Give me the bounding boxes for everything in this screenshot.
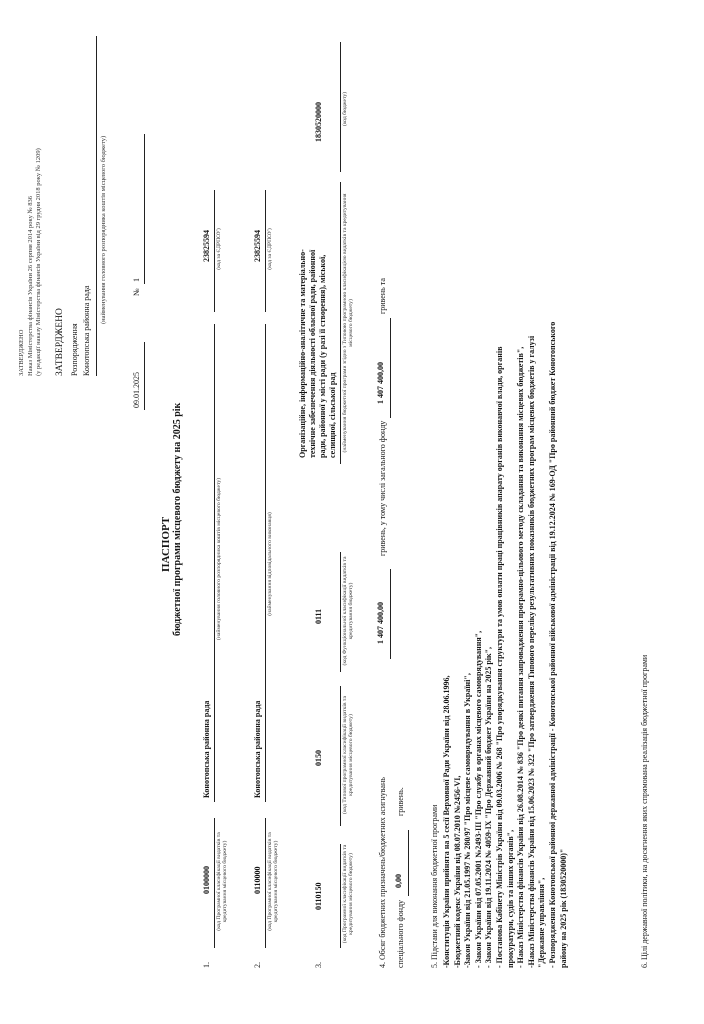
row1-edrpou-caption: (код за ЄДРПОУ) [216, 228, 222, 270]
basis-item: - Закон України від 19.11.2024 № 4059-IX "Про Державний бюджет України на 2025 рік", [484, 646, 494, 968]
basis-item: -Закон України від 21.05.1997 № 280/97 "Про місцеве самоврядування в Україні", [463, 673, 473, 968]
basis-item: -Конституція України прийнята на 5 сесії Верховної Ради України від 28.06.1996, [442, 675, 451, 968]
row2-edrpou-line [265, 190, 266, 312]
number-label: № [132, 288, 141, 296]
row1-number: 1. [202, 962, 211, 968]
basis-item: -Бюджетний кодекс України від 08.07.2010 №2456-VI, [452, 775, 462, 968]
row2-number: 2. [253, 962, 262, 968]
item4-special-label: спеціального фонду [396, 899, 405, 968]
item4-label: 4. Обсяг бюджетних призначень/бюджетних асигнувань [378, 777, 387, 968]
row3-fkv: 0111 [314, 608, 323, 624]
row3-fkv-caption: (код Функціональної класифікації видатків та кредитування бюджету) [342, 556, 355, 666]
budget-code: 1830520000 [314, 102, 323, 142]
approval-header-line: (у редакції наказу Міністерства фінансів України від 29 грудня 2018 року № 1209) [35, 148, 42, 376]
row2-name-caption: (найменування відповідального виконавця) [267, 512, 273, 616]
number-underline [144, 134, 145, 284]
approval-header-line: Наказ Міністерства фінансів України 26 серпня 2014 року № 836 [26, 195, 34, 376]
row2-edrpou-caption: (код за ЄДРПОУ) [267, 228, 273, 270]
row1-name-line [214, 324, 215, 802]
item4-general-amount: 1 407 400,00 [376, 362, 385, 404]
program-name-line: ради, районної у місті ради (у разі її створення), міської, [318, 254, 327, 458]
row3-number: 3. [314, 962, 323, 968]
row1-code: 0100000 [202, 866, 211, 894]
approval-number: 1 [132, 278, 141, 282]
approval-header-line: ЗАТВЕРДЖЕНО [18, 329, 25, 376]
passport-title: ПАСПОРТ [160, 516, 172, 572]
row3-tpkv-line [340, 686, 341, 826]
row3-code-line [340, 844, 341, 948]
row3-tpkv: 0150 [314, 750, 323, 766]
row3-code-caption: (код Програмної класифікації видатків та кредитування місцевого бюджету) [342, 844, 355, 944]
basis-item: - Постанова Кабінету Міністрів України від 09.03.2006 № 268 "Про упорядкування структури та умов оплати праці працівників апарату органів виконавчої влади, органів [494, 346, 504, 968]
row3-fkv-line [340, 552, 341, 672]
passport-subtitle: бюджетної програми місцевого бюджету на 2025 рік [172, 402, 183, 636]
doc-type: Розпорядження [70, 323, 79, 376]
item4-general-line [390, 318, 391, 418]
row3-code: 0110150 [314, 882, 323, 910]
basis-item: - Розпорядження Конотопської районної державної адміністрації - Конотопської районної військової адміністрації від 19.12.2024 № 169-ОД "Про районний бюджет Конотопського [547, 321, 557, 968]
basis-item: - Наказ Міністерства фінансів України від 26.08.2014 № 836 "Про деякі питання запровадження програмно-цільового методу складання та виконання місцевих бюджетів", [516, 346, 526, 968]
row2-code-line [265, 818, 266, 948]
approval-date: 09.01.2025 [132, 372, 141, 408]
row2-code-caption: (код Програмної класифікації видатків та кредитування місцевого бюджету) [267, 832, 280, 931]
date-underline [144, 342, 145, 410]
approval-header [18, 148, 44, 376]
row1-name-caption: (найменування головного розпорядника коштів місцевого бюджету) [216, 478, 222, 640]
basis-item: прокуратури, судів та інших органів", [505, 829, 515, 968]
approval-org-caption: (найменування головного розпорядника коштів місцевого бюджету) [100, 135, 107, 324]
item4-total-line [390, 569, 391, 659]
item5-basis-list [442, 322, 569, 968]
item6-label: 6. Цілі державної політики, на досягнення яких спрямована реалізація бюджетної програми [640, 654, 649, 968]
basis-item: району на 2025 рік (1830520000)" [558, 848, 568, 968]
item4-and-text: гривень та [378, 278, 387, 314]
item4-special-amount: 0,00 [394, 874, 403, 888]
program-caption: (найменування бюджетної програми згідно з Типовою програмною класифікацією видатків та кредитування місцевого бюджету) [342, 193, 355, 453]
basis-item: "Державне управління", [537, 877, 547, 968]
item4-special-line [408, 830, 409, 896]
row1-name: Конотопська районна рада [202, 700, 211, 798]
row3-tpkv-caption: (код Типової програмної класифікації видатків та кредитування місцевого бюджету) [342, 696, 355, 814]
budget-code-line [340, 42, 341, 172]
program-name [298, 249, 338, 458]
program-name-line: селищної, сільської рад [328, 372, 337, 458]
program-name-line: технічне забезпечення діяльності обласної ради, районної [308, 249, 317, 458]
item4-total-amount: 1 407 400,00 [376, 602, 385, 644]
item4-general-fund-text: гривень, у тому числі загального фонду [378, 420, 387, 556]
budget-code-caption: (код бюджету) [342, 91, 348, 127]
row1-edrpou: 23825594 [202, 230, 211, 262]
item4-special-end: гривень. [396, 787, 405, 816]
basis-item: - Закон України від 07.05.2001 №2493-III "Про службу в органах місцевого самоврядування", [473, 630, 483, 968]
row2-edrpou: 23825594 [253, 230, 262, 262]
item5-label: 5. Підстави для виконання бюджетної програми [430, 804, 439, 968]
approved-title: ЗАТВЕРДЖЕНО [55, 308, 65, 376]
row1-edrpou-line [214, 190, 215, 312]
row2-name: Конотопська районна рада [253, 700, 262, 798]
basis-item: -Наказ Міністерства фінансів України від 15.06.2023 № 322 "Про затвердження Типового переліку результативних показників бюджетних програм місцевих бюджетів у галузі [526, 335, 536, 968]
approval-org-line [96, 36, 97, 376]
row1-code-caption: (код Програмної класифікації видатків та кредитування місцевого бюджету) [216, 832, 229, 931]
program-name-line-rule [340, 182, 341, 464]
program-name-line: Організаційне, інформаційно-аналітичне та матеріально- [298, 249, 307, 458]
row1-code-line [214, 818, 215, 948]
row2-code: 0110000 [253, 866, 262, 894]
approval-org: Конотопська районна рада [82, 285, 91, 376]
row2-name-line [265, 324, 266, 802]
